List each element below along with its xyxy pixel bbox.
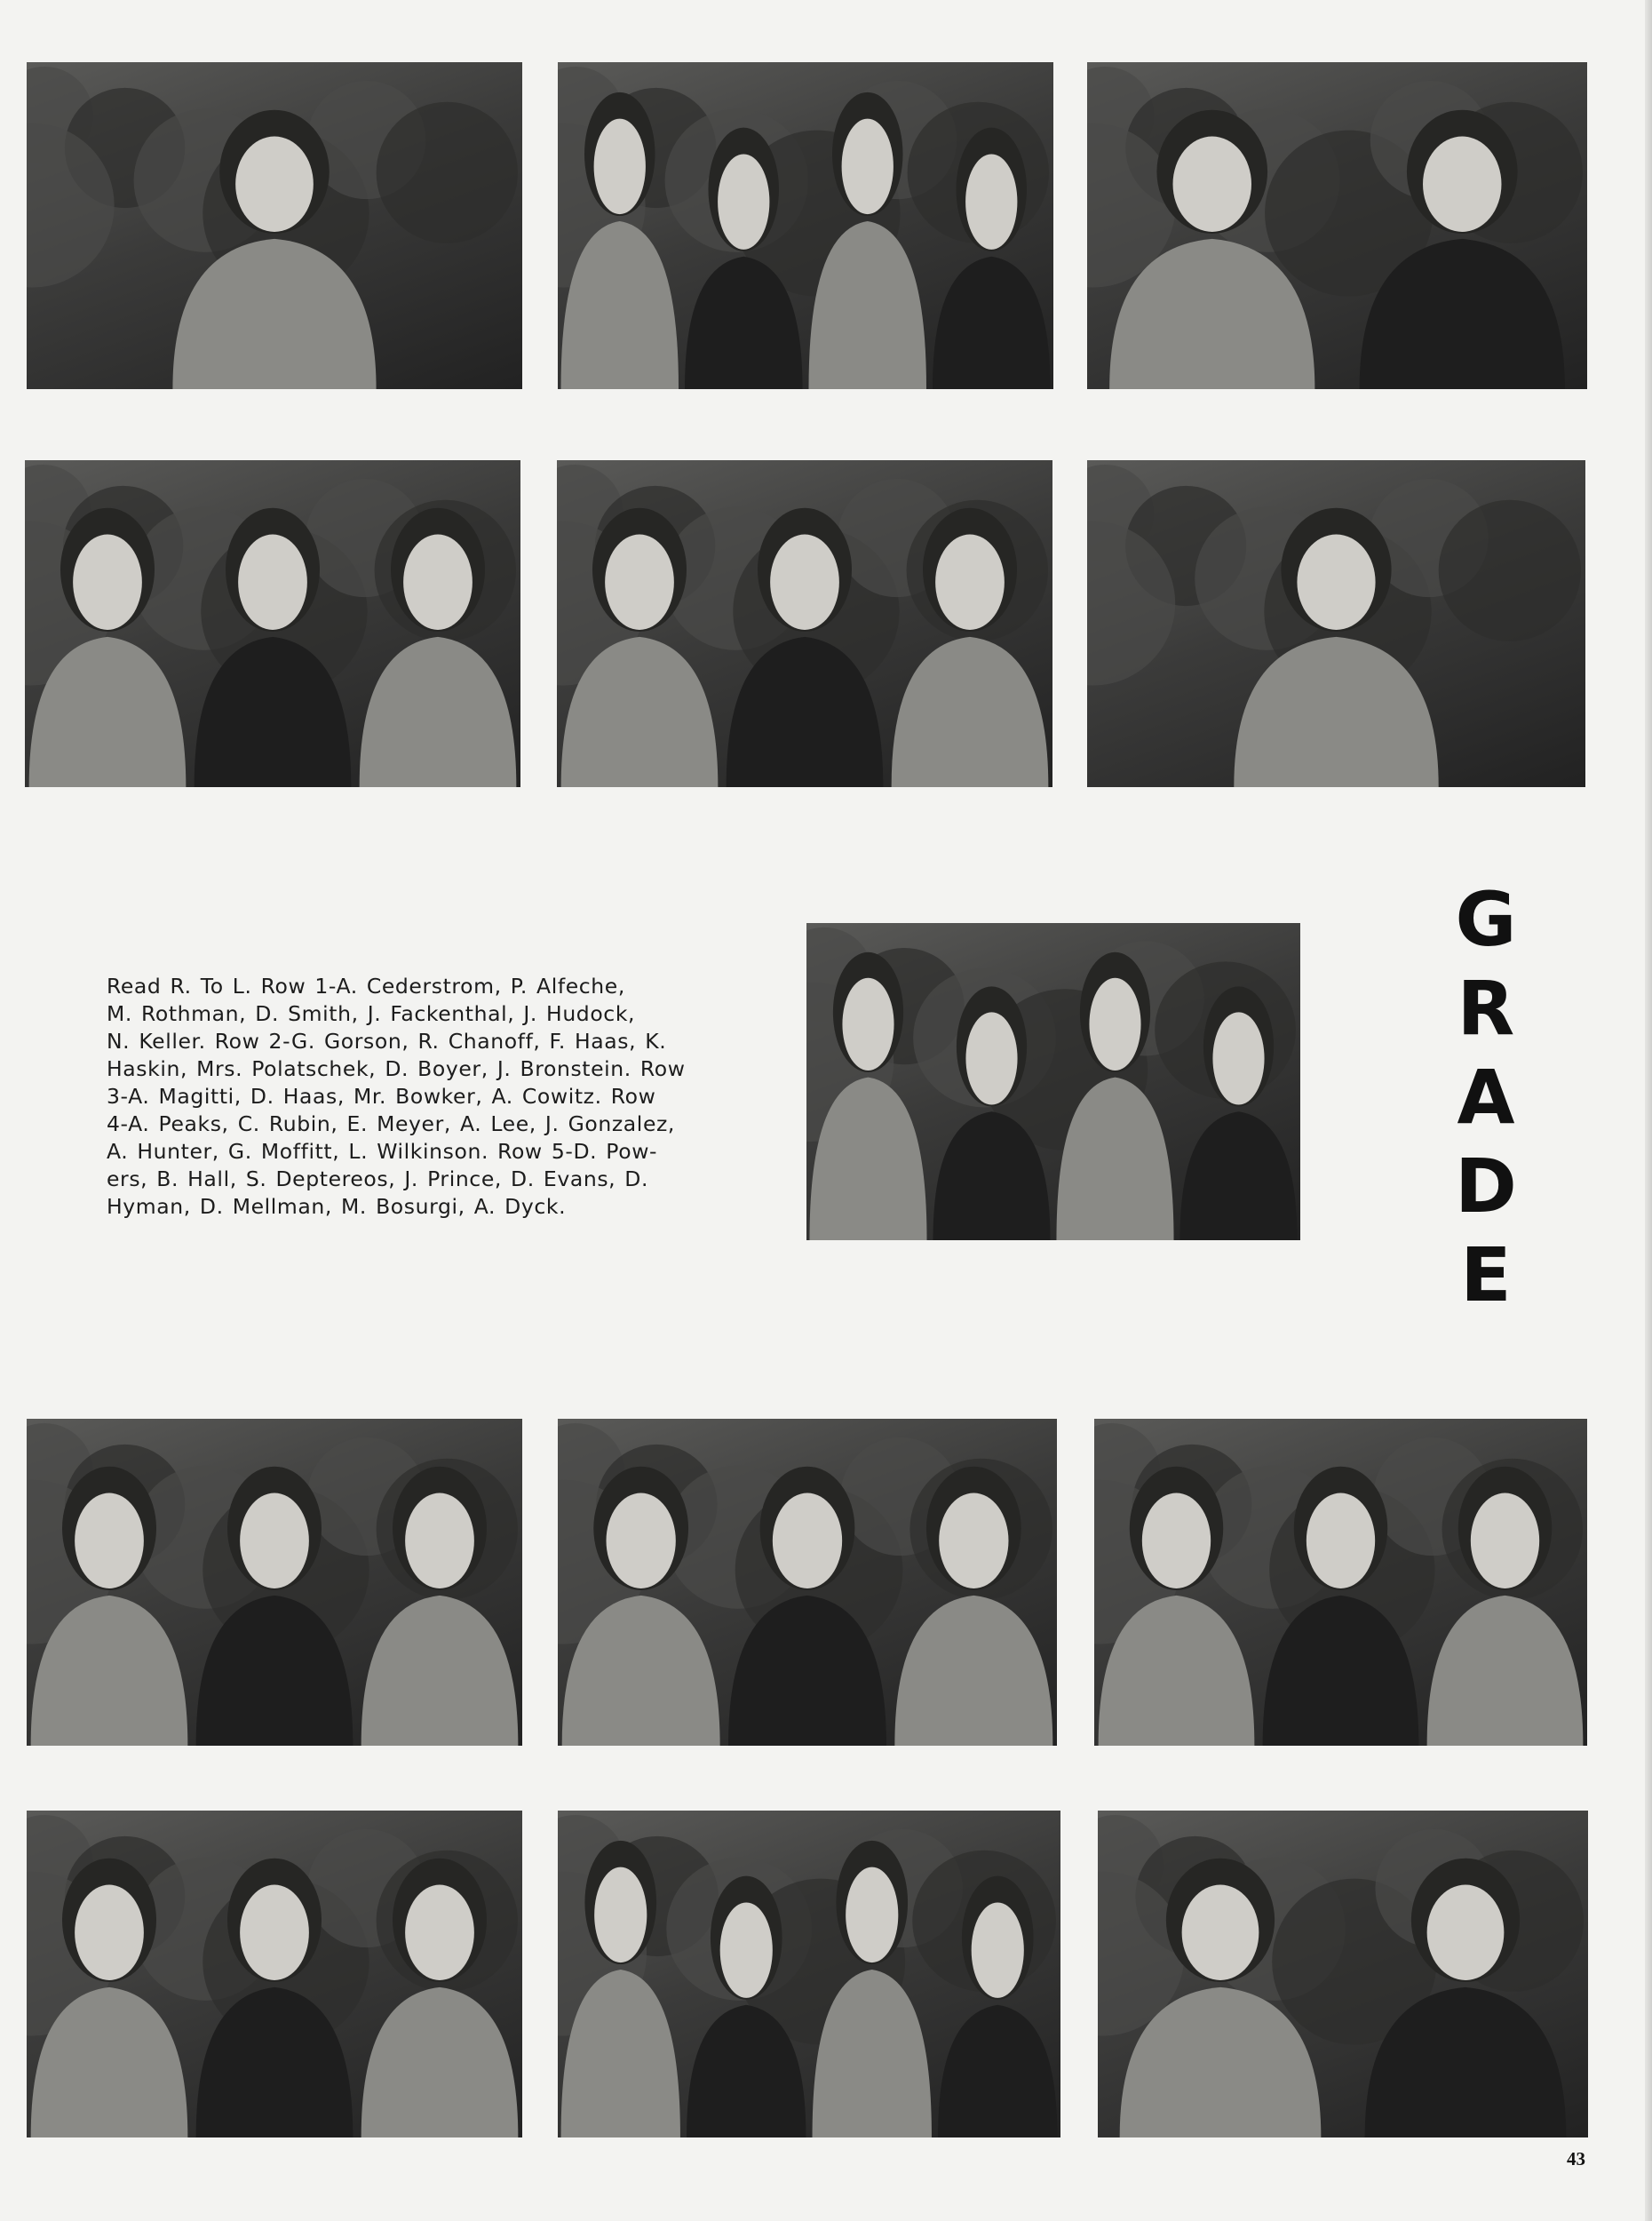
person-face [240,1885,309,1980]
photo-image [558,1811,1060,2137]
person-face [1297,535,1375,630]
photo-image [1098,1811,1588,2137]
caption-line: N. Keller. Row 2-G. Gorson, R. Chanoff, F. Haas, K. [107,1029,667,1054]
group-photo [1098,1811,1588,2137]
person-face [403,535,473,630]
person-body [894,1596,1052,1746]
group-photo [557,460,1052,787]
person-face [1471,1493,1539,1588]
photo-image [558,1419,1057,1746]
person-face [1307,1493,1375,1588]
person-face [846,1867,898,1962]
group-photo [558,1811,1060,2137]
caption-line: 3-A. Magitti, D. Haas, Mr. Bowker, A. Cowitz. Row [107,1084,656,1109]
photo-image [806,923,1300,1240]
person-body [933,257,1051,389]
group-photo [1094,1419,1587,1746]
group-photo [1087,62,1587,389]
group-photo [25,460,520,787]
person-face [594,119,646,214]
person-face [1142,1493,1211,1588]
photo-image [27,62,522,389]
person-face [965,1012,1017,1104]
page-number: 43 [1567,2148,1585,2169]
person-face [720,1902,773,1997]
heading-letter: G [1455,876,1517,963]
heading-letter: E [1460,1231,1512,1318]
grade-heading [1446,875,1526,1319]
caption-line: Haskin, Mrs. Polatschek, D. Boyer, J. Bronstein. Row [107,1056,686,1081]
person-face [1423,137,1501,232]
photo-image [1087,62,1587,389]
group-photo [27,62,522,389]
person-face [773,1493,842,1588]
group-photo [806,923,1300,1240]
person-face [842,978,894,1071]
person-body [938,2005,1057,2137]
person-face [1173,137,1251,232]
caption-line: ers, B. Hall, S. Deptereos, J. Prince, D. Evans, D. [107,1166,649,1191]
group-photo [27,1419,522,1746]
caption-line: M. Rothman, D. Smith, J. Fackenthal, J. Hudock, [107,1001,636,1026]
person-face [1089,978,1140,1071]
person-face [965,154,1017,249]
photo-image [25,460,520,787]
heading-letter: A [1457,1054,1515,1141]
person-face [972,1902,1024,1997]
person-face [405,1493,474,1588]
foliage-shape [377,102,518,243]
caption-line: A. Hunter, G. Moffitt, L. Wilkinson. Row 5-D. Pow- [107,1139,658,1164]
foliage-shape [1439,500,1581,641]
heading-letter: D [1455,1142,1517,1230]
caption-line: Hyman, D. Mellman, M. Bosurgi, A. Dyck. [107,1194,567,1219]
person-face [75,1493,144,1588]
person-face [770,535,839,630]
person-face [939,1493,1008,1588]
person-face [240,1493,309,1588]
person-body [361,1596,519,1746]
photo-image [1087,460,1585,787]
person-face [842,119,894,214]
group-photo [558,1419,1057,1746]
person-face [607,1493,676,1588]
person-face [935,535,1005,630]
heading-letter: R [1457,965,1515,1052]
caption-line: Read R. To L. Row 1-A. Cederstrom, P. Alfeche, [107,974,625,999]
group-photo [558,62,1053,389]
person-body [1427,1596,1584,1746]
person-face [73,535,142,630]
person-face [1182,1885,1259,1980]
caption-line: 4-A. Peaks, C. Rubin, E. Meyer, A. Lee, J. Gonzalez, [107,1111,676,1136]
person-face [405,1885,474,1980]
photo-image [27,1811,522,2137]
page-edge [1645,0,1652,2221]
person-face [235,137,314,232]
person-body [892,637,1049,787]
person-face [1427,1885,1505,1980]
person-face [1212,1012,1264,1104]
group-photo [27,1811,522,2137]
group-photo [1087,460,1585,787]
person-body [1179,1111,1297,1240]
person-body [361,1987,519,2137]
photo-image [558,62,1053,389]
person-face [718,154,769,249]
person-body [360,637,517,787]
photo-image [1094,1419,1587,1746]
person-face [238,535,307,630]
photo-image [557,460,1052,787]
caption [107,973,782,1221]
person-face [605,535,674,630]
person-face [594,1867,647,1962]
person-face [75,1885,144,1980]
photo-image [27,1419,522,1746]
